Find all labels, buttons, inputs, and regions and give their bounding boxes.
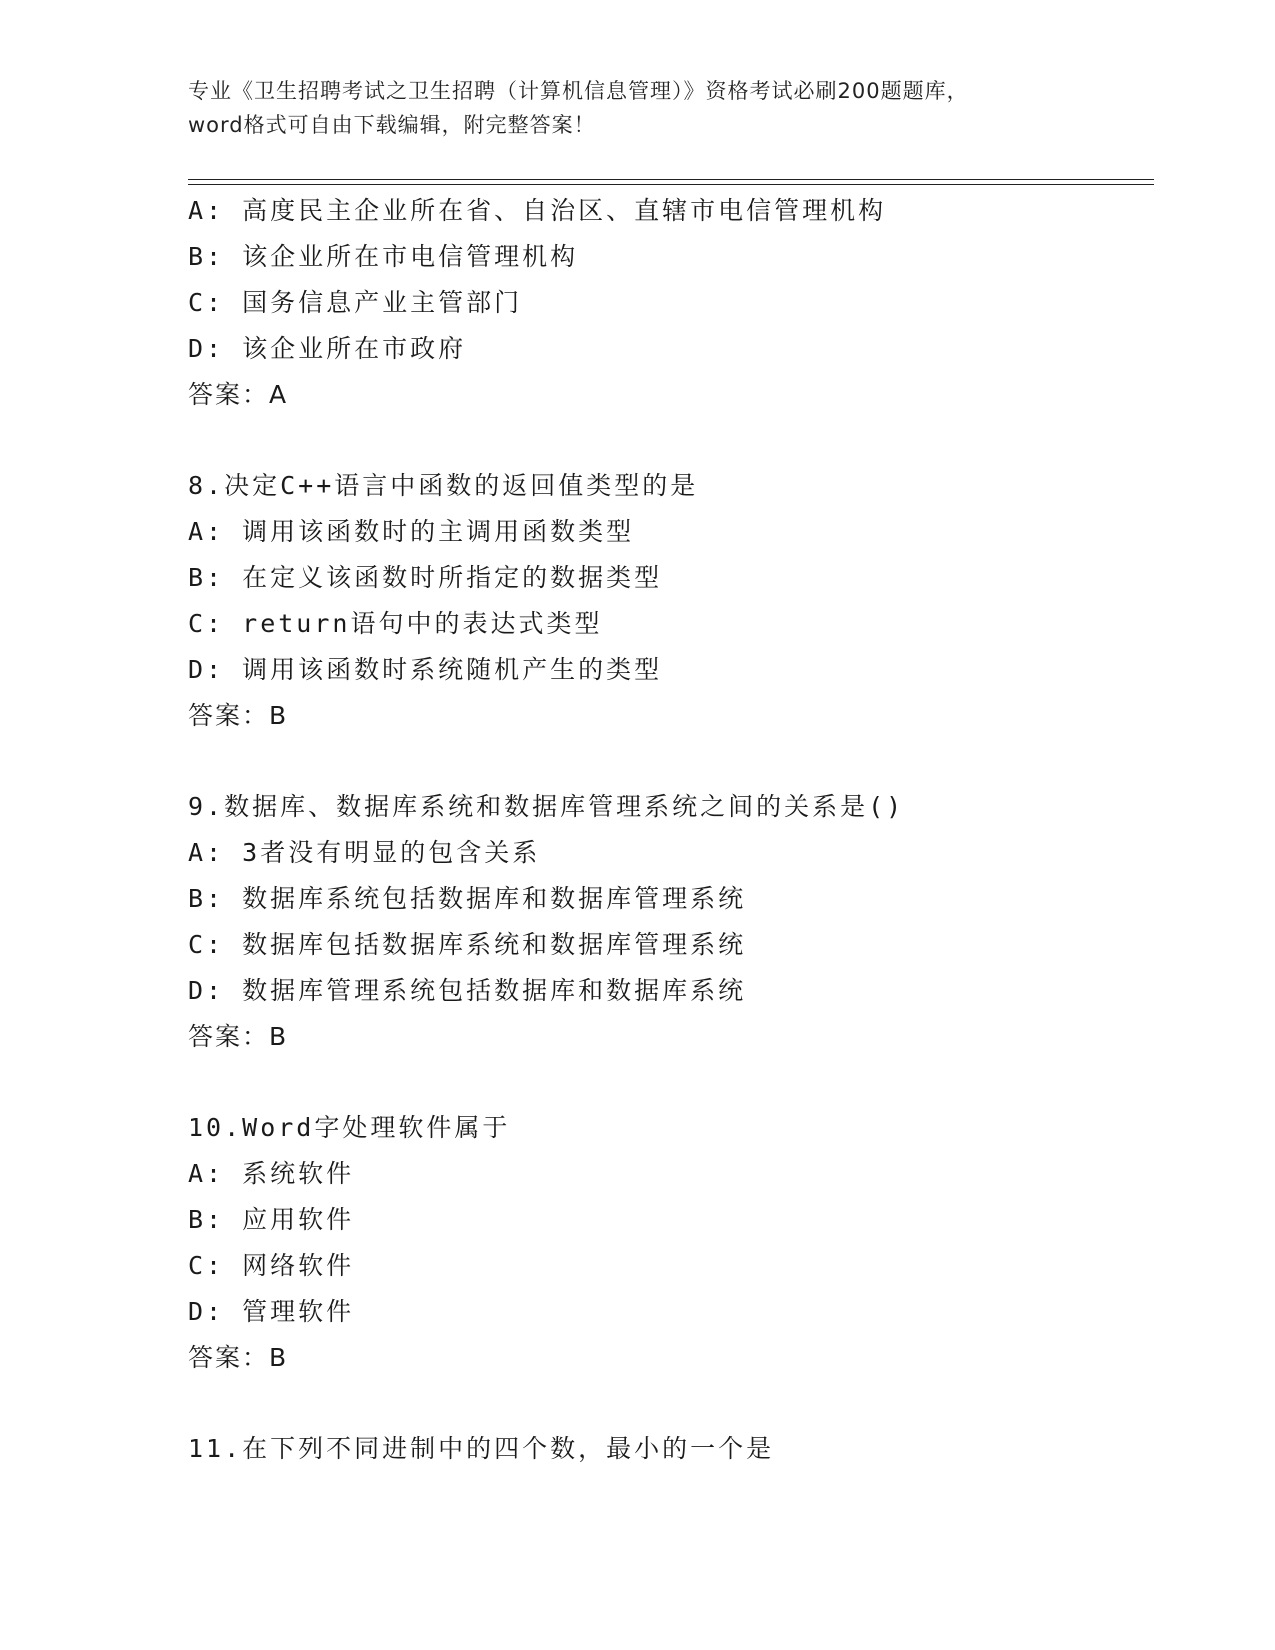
option-b: B: 数据库系统包括数据库和数据库管理系统 <box>188 884 747 913</box>
option-a: A: 高度民主企业所在省、自治区、直辖市电信管理机构 <box>188 196 887 225</box>
option-b: B: 在定义该函数时所指定的数据类型 <box>188 563 663 592</box>
header-line-2: word格式可自由下载编辑，附完整答案！ <box>188 113 596 137</box>
spacer <box>188 1381 1168 1426</box>
option-a: A: 3者没有明显的包含关系 <box>188 838 541 867</box>
question-8 <box>188 463 1168 739</box>
option-c: C: return语句中的表达式类型 <box>188 609 603 638</box>
option-a: A: 调用该函数时的主调用函数类型 <box>188 517 635 546</box>
option-d: D: 数据库管理系统包括数据库和数据库系统 <box>188 976 747 1005</box>
question-title: 11.在下列不同进制中的四个数，最小的一个是 <box>188 1434 775 1463</box>
option-c: C: 国务信息产业主管部门 <box>188 288 523 317</box>
header-divider <box>188 179 1154 185</box>
spacer <box>188 1060 1168 1105</box>
option-d: D: 管理软件 <box>188 1297 355 1326</box>
spacer <box>188 739 1168 784</box>
option-a: A: 系统软件 <box>188 1159 355 1188</box>
option-b: B: 该企业所在市电信管理机构 <box>188 242 579 271</box>
spacer <box>188 418 1168 463</box>
answer: 答案：B <box>188 1022 289 1051</box>
question-11 <box>188 1426 1168 1472</box>
option-c: C: 网络软件 <box>188 1251 355 1280</box>
option-b: B: 应用软件 <box>188 1205 355 1234</box>
option-c: C: 数据库包括数据库系统和数据库管理系统 <box>188 930 747 959</box>
document-header <box>188 74 1168 142</box>
question-7 <box>188 188 1168 418</box>
header-line-1: 专业《卫生招聘考试之卫生招聘（计算机信息管理）》资格考试必刷200题题库， <box>188 79 969 103</box>
question-title: 9.数据库、数据库系统和数据库管理系统之间的关系是() <box>188 792 905 821</box>
question-list <box>188 188 1168 1472</box>
answer: 答案：B <box>188 701 289 730</box>
question-title: 8.决定C++语言中函数的返回值类型的是 <box>188 471 699 500</box>
question-9 <box>188 784 1168 1060</box>
question-10 <box>188 1105 1168 1381</box>
answer: 答案：A <box>188 380 289 409</box>
option-d: D: 该企业所在市政府 <box>188 334 467 363</box>
question-title: 10.Word字处理软件属于 <box>188 1113 511 1142</box>
answer: 答案：B <box>188 1343 289 1372</box>
option-d: D: 调用该函数时系统随机产生的类型 <box>188 655 663 684</box>
